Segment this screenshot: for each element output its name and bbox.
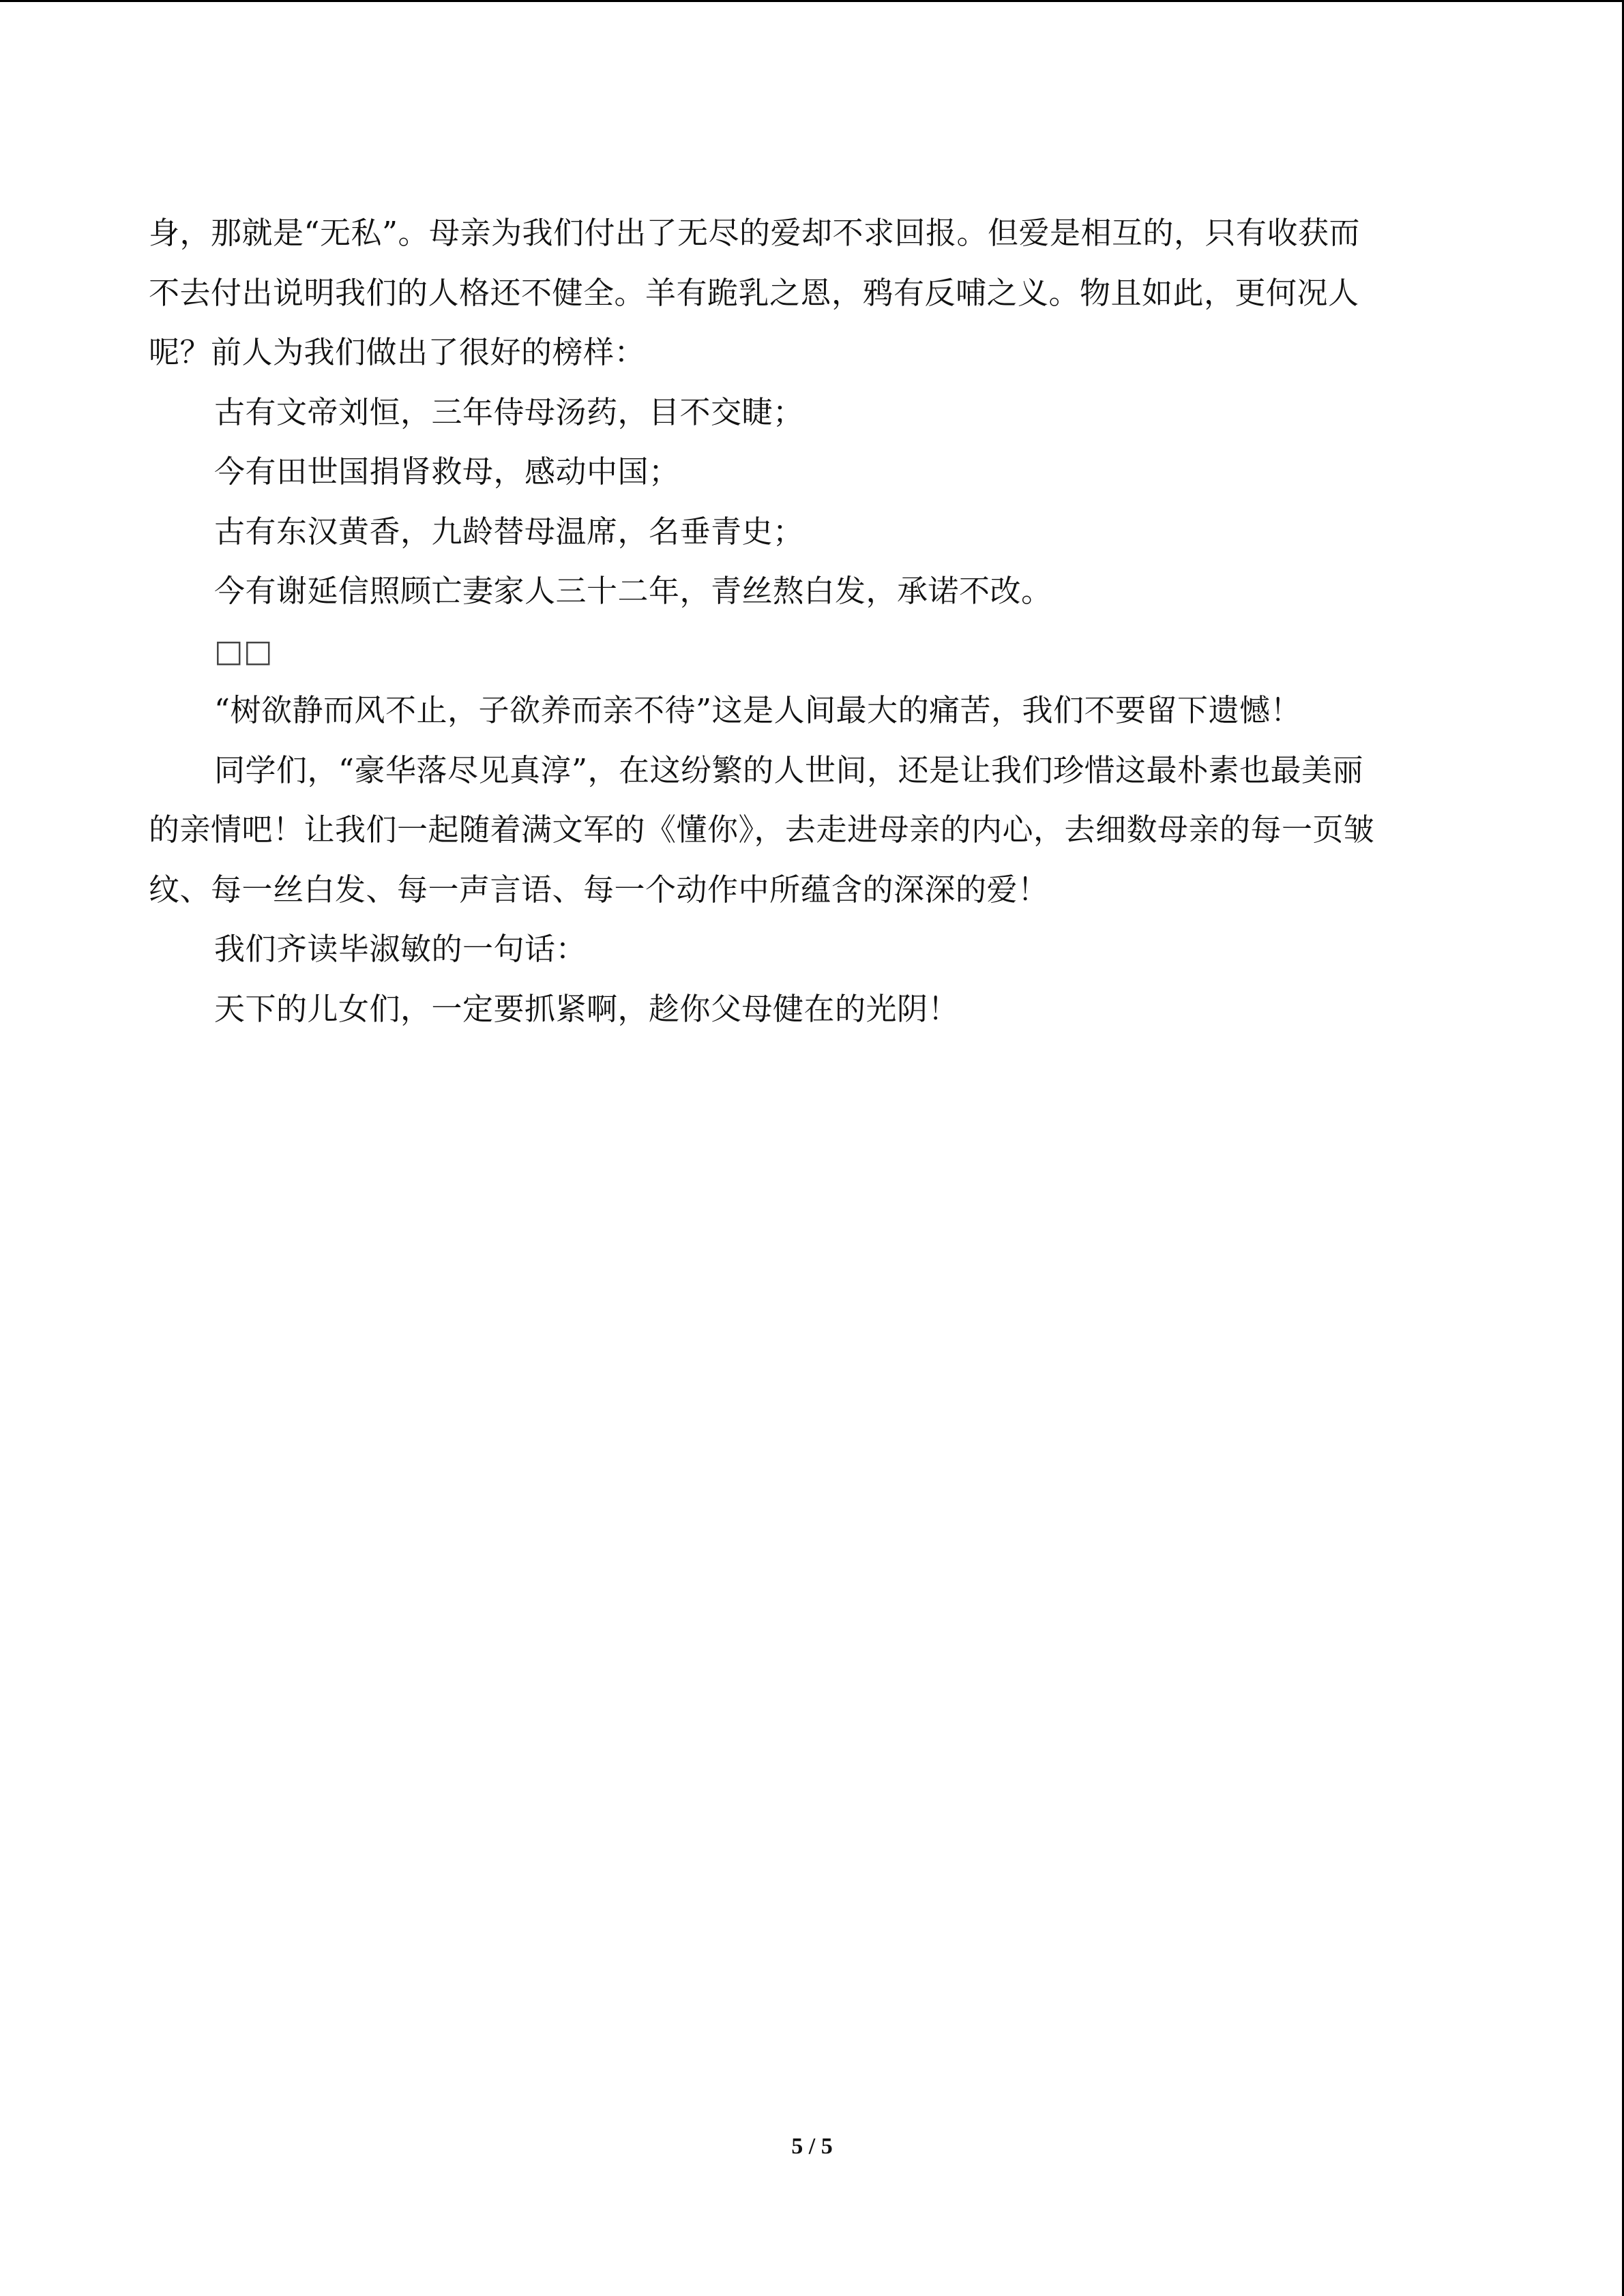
placeholder-boxes: □□ <box>214 632 274 669</box>
paragraph-line: 呢？前人为我们做出了很好的榜样： <box>149 334 646 370</box>
example-line: 今有田世国捐肾救母，感动中国； <box>214 453 680 490</box>
paragraph-line: 不去付出说明我们的人格还不健全。羊有跪乳之恩，鸦有反哺之义。物且如此，更何况人 <box>149 274 1359 311</box>
paragraph-line: 纹、每一丝白发、每一声言语、每一个动作中所蕴含的深深的爱！ <box>149 871 1049 908</box>
closing-line: 天下的儿女们，一定要抓紧啊，趁你父母健在的光阴！ <box>214 990 960 1027</box>
example-line: 古有东汉黄香，九龄替母温席，名垂青史； <box>214 513 804 550</box>
placeholder-line <box>149 621 1468 681</box>
paragraph-line: 同学们，“豪华落尽见真淳”，在这纷繁的人世间，还是让我们珍惜这最朴素也最美丽 <box>214 751 1364 788</box>
paragraph-line: 身，那就是“无私”。母亲为我们付出了无尽的爱却不求回报。但爱是相互的，只有收获而 <box>149 215 1361 251</box>
page-top-border <box>0 0 1624 2</box>
example-line: 今有谢延信照顾亡妻家人三十二年，青丝熬白发，承诺不改。 <box>214 573 1052 609</box>
quote-paragraph: “树欲静而风不止，子欲养而亲不待”这是人间最大的痛苦，我们不要留下遗憾！ <box>214 692 1302 728</box>
paragraph-line: 的亲情吧！让我们一起随着满文军的《懂你》，去走进母亲的内心，去细数母亲的每一页皱 <box>149 811 1375 848</box>
example-line: 古有文帝刘恒，三年侍母汤药，目不交睫； <box>214 393 804 430</box>
page-number: 5 / 5 <box>791 2134 833 2159</box>
document-body <box>149 203 1468 1039</box>
paragraph-line: 我们齐读毕淑敏的一句话： <box>214 931 587 967</box>
